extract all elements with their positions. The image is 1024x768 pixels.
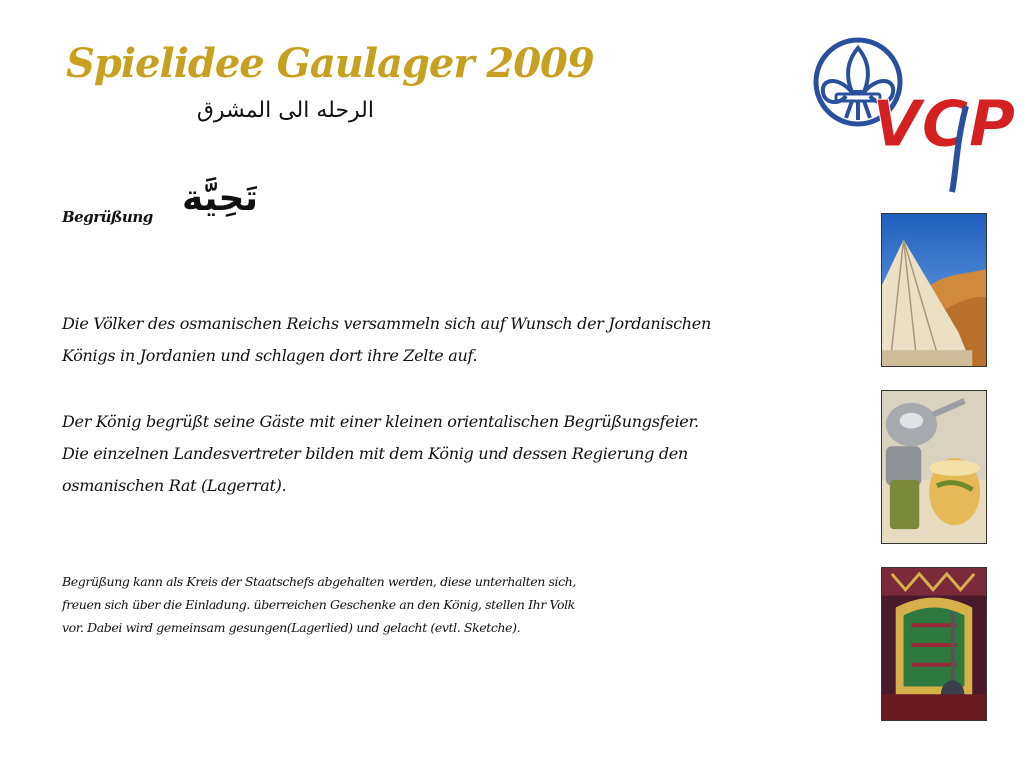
paragraph-1 xyxy=(62,308,742,372)
page-subtitle-arabic: الرحله الى المشرق xyxy=(196,98,374,123)
section-label-arabic: تَحِيَّة xyxy=(182,178,258,219)
vcp-logo xyxy=(806,34,1016,198)
vcp-logo-text: VCP xyxy=(872,88,1016,162)
paragraph-line: Die Völker des osmanischen Reichs versammeln sich auf Wunsch der Jordanischen xyxy=(62,314,711,333)
desert-tent-photo xyxy=(881,213,987,367)
note-line: freuen sich über die Einladung. überreichen Geschenke an den König, stellen Ihr Volk xyxy=(62,597,575,612)
section-heading xyxy=(62,178,462,238)
page-title: Spielidee Gaulager 2009 xyxy=(66,40,594,87)
section-label: Begrüßung xyxy=(62,208,153,226)
note-line: vor. Dabei wird gemeinsam gesungen(Lagerlied) und gelacht (evtl. Sketche). xyxy=(62,620,521,635)
note-line: Begrüßung kann als Kreis der Staatschefs abgehalten werden, diese unterhalten sich, xyxy=(62,574,576,589)
paragraph-line: Die einzelnen Landesvertreter bilden mit dem König und dessen Regierung den xyxy=(62,444,688,463)
note-paragraph xyxy=(62,570,622,639)
paragraph-2 xyxy=(62,406,742,502)
mint-tea-photo xyxy=(881,390,987,544)
paragraph-line: Der König begrüßt seine Gäste mit einer kleinen orientalischen Begrüßungsfeier. xyxy=(62,412,699,431)
paragraph-line: Königs in Jordanien und schlagen dort ihre Zelte auf. xyxy=(62,346,478,365)
hookah-photo xyxy=(881,567,987,721)
paragraph-line: osmanischen Rat (Lagerrat). xyxy=(62,476,287,495)
